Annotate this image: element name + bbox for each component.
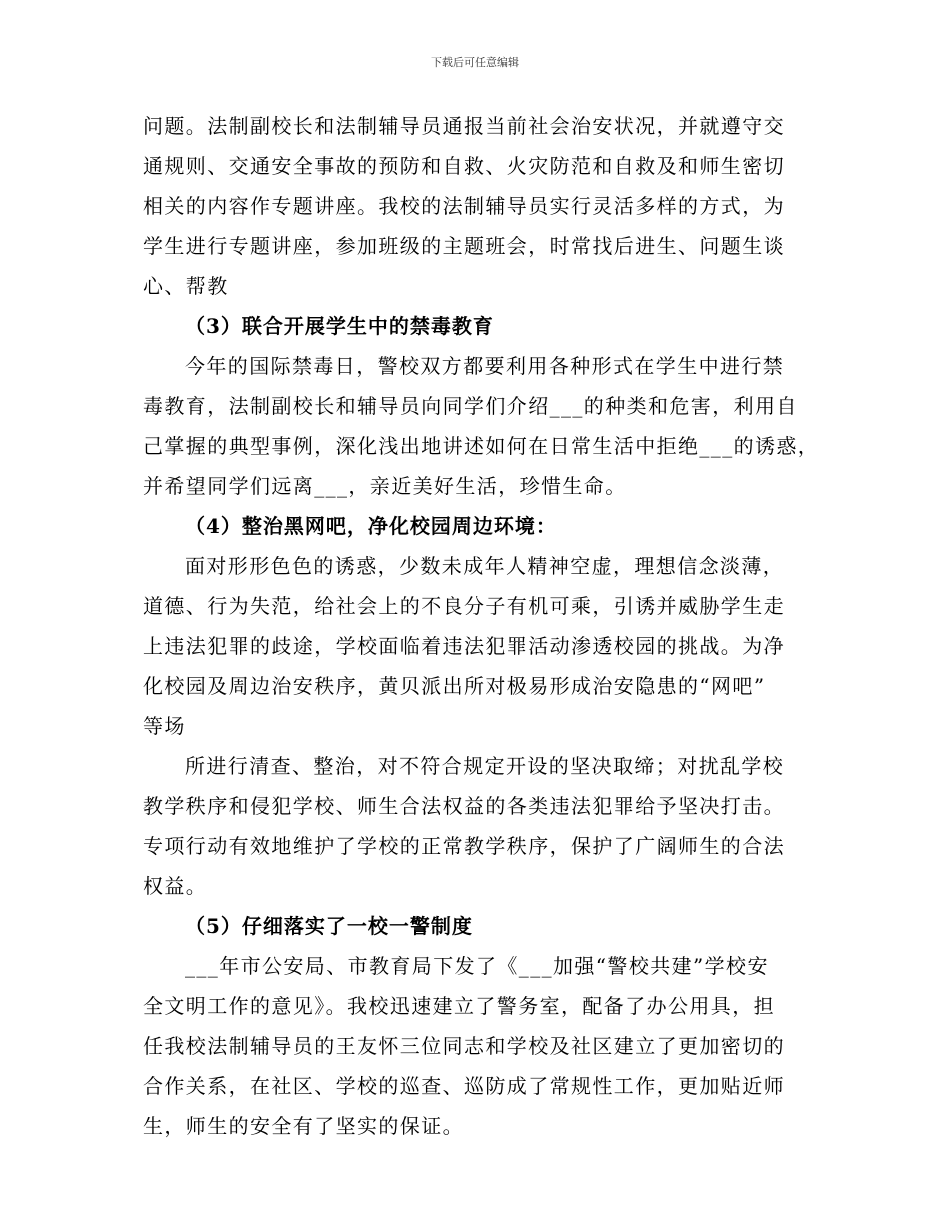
section-heading: （5）仔细落实了一校一警制度 — [185, 914, 473, 938]
document-body — [143, 106, 820, 1146]
paragraph-line: 专项行动有效地维护了学校的正常教学秩序，保护了广阔师生的合法 — [143, 834, 785, 858]
paragraph-line: 己掌握的典型事例，深化浅出地讲述如何在日常生活中拒绝___的诱惑， — [143, 434, 820, 458]
paragraph-line: 今年的国际禁毒日，警校双方都要利用各种形式在学生中进行禁 — [185, 354, 785, 378]
page-header: 下载后可任意编辑 — [431, 56, 519, 69]
paragraph-line: 心、帮教 — [143, 274, 229, 298]
paragraph-line: 权益。 — [143, 874, 208, 898]
paragraph-line: 化校园及周边治安秩序，黄贝派出所对极易形成治安隐患的“网吧” — [143, 674, 766, 698]
paragraph-line: 学生进行专题讲座，参加班级的主题班会，时常找后进生、问题生谈 — [143, 234, 785, 258]
paragraph-line: 毒教育，法制副校长和辅导员向同学们介绍___的种类和危害，利用自 — [143, 394, 798, 418]
paragraph-line: 等场 — [143, 714, 186, 738]
paragraph-line: 任我校法制辅导员的王友怀三位同志和学校及社区建立了更加密切的 — [143, 1034, 785, 1058]
paragraph-line: 问题。法制副校长和法制辅导员通报当前社会治安状况，并就遵守交 — [143, 114, 785, 138]
paragraph-line: 全文明工作的意见》。我校迅速建立了警务室，配备了办公用具，担 — [143, 994, 775, 1018]
paragraph-line: 合作关系，在社区、学校的巡查、巡防成了常规性工作，更加贴近师 — [143, 1074, 785, 1098]
paragraph-line: ___年市公安局、市教育局下发了《___加强“警校共建”学校安 — [185, 954, 769, 978]
paragraph-line: 生，师生的安全有了坚实的保证。 — [143, 1114, 464, 1138]
section-heading: （4）整治黑网吧，净化校园周边环境： — [185, 514, 557, 538]
paragraph-line: 道德、行为失范，给社会上的不良分子有机可乘，引诱并威胁学生走 — [143, 594, 785, 618]
paragraph-line: 通规则、交通安全事故的预防和自救、火灾防范和自救及和师生密切 — [143, 154, 785, 178]
paragraph-line: 相关的内容作专题讲座。我校的法制辅导员实行灵活多样的方式，为 — [143, 194, 785, 218]
paragraph-line: 并希望同学们远离___，亲近美好生活，珍惜生命。 — [143, 474, 627, 498]
paragraph-line: 上违法犯罪的歧途，学校面临着违法犯罪活动渗透校园的挑战。为净 — [143, 634, 785, 658]
paragraph-line: 所进行清查、整治，对不符合规定开设的坚决取缔；对扰乱学校 — [185, 754, 785, 778]
paragraph-line: 教学秩序和侵犯学校、师生合法权益的各类违法犯罪给予坚决打击。 — [143, 794, 785, 818]
paragraph-line: 面对形形色色的诱惑，少数未成年人精神空虚，理想信念淡薄， — [185, 554, 785, 578]
section-heading: （3）联合开展学生中的禁毒教育 — [185, 314, 494, 338]
